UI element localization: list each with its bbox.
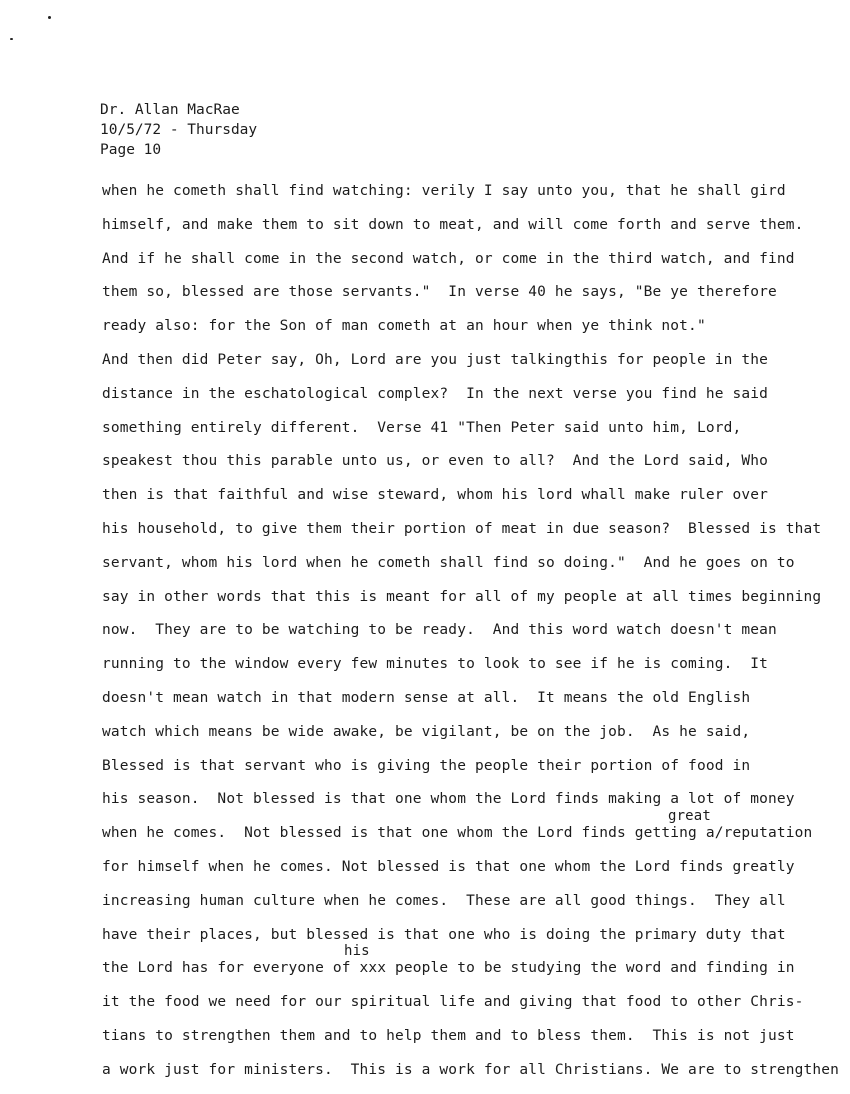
text-line: tians to strengthen them and to help them and to bless them. This is not just: [102, 1027, 795, 1044]
text-line: watch which means be wide awake, be vigilant, be on the job. As he said,: [102, 723, 751, 740]
text-line: doesn't mean watch in that modern sense at all. It means the old English: [102, 689, 751, 706]
header-author: Dr. Allan MacRae: [100, 102, 240, 118]
ink-speck: [48, 16, 51, 19]
text-line: his the Lord has for everyone of xxx people to be studying the word and finding in: [102, 943, 795, 977]
text-line: something entirely different. Verse 41 "Then Peter said unto him, Lord,: [102, 419, 742, 436]
ink-speck: [10, 38, 13, 40]
text-line: servant, whom his lord when he cometh shall find so doing." And he goes on to: [102, 554, 795, 571]
text-line: his household, to give them their portion of meat in due season? Blessed is that: [102, 520, 822, 537]
text-line: when he cometh shall find watching: verily I say unto you, that he shall gird: [102, 183, 786, 199]
text-line: ready also: for the Son of man cometh at an hour when ye think not.": [102, 318, 706, 335]
header-page-number: Page 10: [100, 142, 162, 158]
text-line: speakest thou this parable unto us, or even to all? And the Lord said, Who: [102, 453, 768, 470]
document-body: [102, 181, 840, 1094]
text-line: his season. Not blessed is that one whom the Lord finds making a lot of money: [102, 791, 795, 808]
text-line: say in other words that this is meant for all of my people at all times beginning: [102, 588, 822, 605]
text-line: increasing human culture when he comes. These are all good things. They all: [102, 892, 786, 909]
text-line: have their places, but blessed is that one who is doing the primary duty that: [102, 926, 786, 943]
text-line: a work just for ministers. This is a work for all Christians. We are to strengthen: [102, 1061, 840, 1078]
header-date: 10/5/72 - Thursday: [100, 122, 258, 138]
text-line: himself, and make them to sit down to meat, and will come forth and serve them.: [102, 216, 804, 233]
text-line: distance in the eschatological complex? In the next verse you find he said: [102, 385, 768, 402]
handwritten-insert-great: great: [668, 808, 711, 825]
text-line: for himself when he comes. Not blessed is that one whom the Lord finds greatly: [102, 858, 795, 875]
text-line: then is that faithful and wise steward, whom his lord whall make ruler over: [102, 487, 768, 504]
text-line: running to the window every few minutes to look to see if he is coming. It: [102, 656, 768, 673]
text-line: them so, blessed are those servants." In verse 40 he says, "Be ye therefore: [102, 284, 777, 301]
document-header: [100, 100, 257, 160]
text-line: Blessed is that servant who is giving the people their portion of food in: [102, 757, 751, 774]
handwritten-insert-his: his: [344, 943, 370, 960]
text-line: And then did Peter say, Oh, Lord are you just talkingthis for people in the: [102, 351, 768, 368]
text-line: it the food we need for our spiritual life and giving that food to other Chris-: [102, 994, 804, 1011]
text-line: now. They are to be watching to be ready. And this word watch doesn't mean: [102, 622, 777, 639]
text-line: And if he shall come in the second watch, or come in the third watch, and find: [102, 250, 795, 267]
text-line: great when he comes. Not blessed is that one whom the Lord finds getting a/reputation: [102, 808, 813, 842]
